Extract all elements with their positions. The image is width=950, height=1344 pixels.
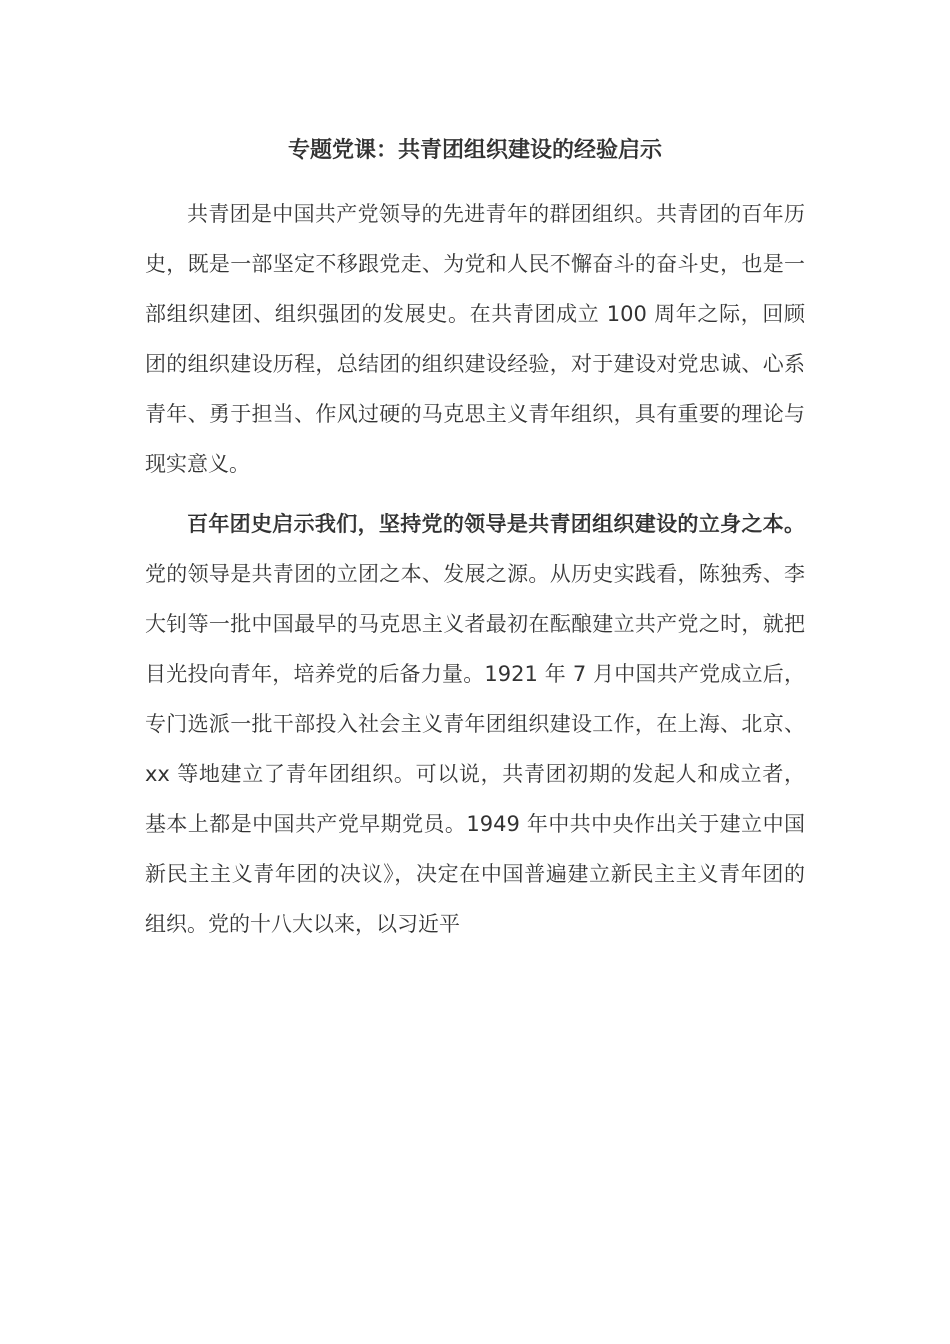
paragraph-party-leadership-text: 党的领导是共青团的立团之本、发展之源。从历史实践看，陈独秀、李大钊等一批中国最早的马克思主义者最初在酝酿建立共产党之时，就把目光投向青年，培养党的后备力量。1921 年 7 月中国共产党成立后，专门选派一批干部投入社会主义青年团组织建设工作，在上海、北京、xx 等地建立了青年团组织。可以说，共青团初期的发起人和成立者，基本上都是中国共产党早期党员。1949 年中共中央作出关于建立中国新民主主义青年团的决议》，决定在中国普遍建立新民主主义青年团的组织。党的十八大以来，以习近平: [145, 562, 805, 936]
paragraph-party-leadership: [145, 499, 805, 949]
paragraph-intro: [145, 189, 805, 489]
document-title: 专题党课：共青团组织建设的经验启示: [287, 138, 662, 163]
paragraph-lead-sentence: 百年团史启示我们，坚持党的领导是共青团组织建设的立身之本。: [187, 512, 805, 536]
paragraph-intro-text: 共青团是中国共产党领导的先进青年的群团组织。共青团的百年历史，既是一部坚定不移跟党走、为党和人民不懈奋斗的奋斗史，也是一部组织建团、组织强团的发展史。在共青团成立 100 周年之际，回顾团的组织建设历程，总结团的组织建设经验，对于建设对党忠诚、心系青年、勇于担当、作风过硬的马克思主义青年组织，具有重要的理论与现实意义。: [145, 202, 805, 476]
